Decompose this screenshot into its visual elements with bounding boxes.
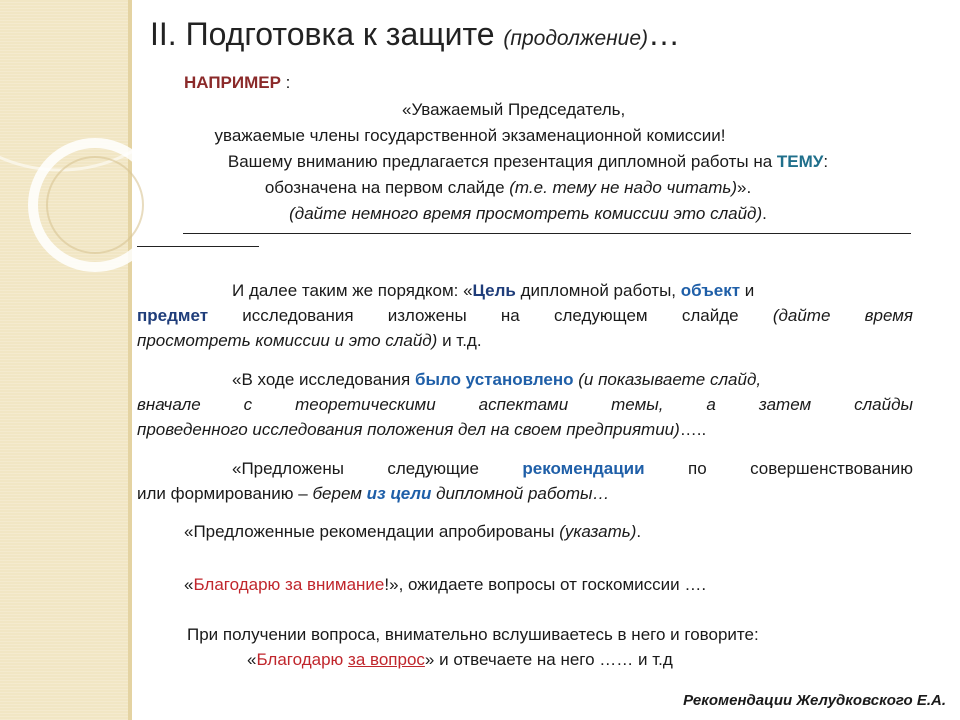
para2-line-2 xyxy=(137,394,913,416)
thanks-attention: Благодарю за внимание xyxy=(193,575,385,594)
greeting-line-4 xyxy=(140,177,876,199)
greeting-text-4: обозначена на первом слайде xyxy=(264,178,510,197)
divider-line xyxy=(183,233,911,234)
para1-text-2: исследования изложены на следующем слайде xyxy=(242,306,773,325)
object-keyword: объект xyxy=(680,281,741,300)
greeting-text-4-end: ». xyxy=(737,178,752,197)
para6-line-2 xyxy=(247,649,673,671)
greeting-text-2: уважаемые члены государственной экзаменационной комиссии! xyxy=(214,126,726,145)
para6-quote: « xyxy=(247,650,257,669)
goal-keyword: Цель xyxy=(472,281,516,300)
para3-line-2 xyxy=(137,483,610,505)
example-colon: : xyxy=(280,73,291,92)
greeting-line-2 xyxy=(140,125,800,147)
greeting-note-4: (т.е. тему не надо читать) xyxy=(509,178,737,197)
para5-line xyxy=(184,574,706,596)
footer-credit: Рекомендации Желудковского Е.А. xyxy=(683,692,946,709)
para3-text-1b: по совершенствованию xyxy=(688,459,913,478)
para2-note-1: (и показываете слайд, xyxy=(573,370,762,389)
para5-quote: « xyxy=(184,575,194,594)
thanks-question-underlined: за вопрос xyxy=(348,650,425,669)
para1-text-1b: дипломной работы, xyxy=(515,281,681,300)
greeting-note-5: (дайте немного время просмотреть комиссии это слайд) xyxy=(289,204,763,223)
para1-line-2 xyxy=(137,305,913,327)
divider-line-short xyxy=(137,246,259,247)
para2-note-3: проведенного исследования положения дел на своем предприятии) xyxy=(137,420,680,439)
para4-text-end: . xyxy=(636,522,642,541)
para3-note-2b: дипломной работы… xyxy=(431,484,610,503)
para6-text-2: » и отвечаете на него …… и т.д xyxy=(424,650,673,669)
para1-text-3: и т.д. xyxy=(437,331,482,350)
recommendations-keyword: рекомендации xyxy=(522,459,645,478)
para2-note-2: вначале с теоретическими аспектами темы, а затем слайды xyxy=(137,395,913,414)
greeting-line-1 xyxy=(402,99,625,121)
para6-line-1 xyxy=(187,624,759,646)
greeting-text-3-end: : xyxy=(823,152,829,171)
para4-note: (указать) xyxy=(559,522,637,541)
title-subtitle: (продолжение) xyxy=(503,27,649,50)
subject-keyword: предмет xyxy=(137,306,209,325)
para6-text-1: При получении вопроса, внимательно вслушиваетесь в него и говорите: xyxy=(187,625,759,644)
example-label: НАПРИМЕР xyxy=(184,73,281,92)
example-heading xyxy=(184,72,290,94)
para2-line-1 xyxy=(232,369,761,391)
greeting-line-3 xyxy=(140,151,916,173)
para1-line-1 xyxy=(232,280,754,302)
para3-note-2a: берем xyxy=(312,484,367,503)
para2-line-3 xyxy=(137,419,706,441)
para2-text-1: «В ходе исследования xyxy=(232,370,415,389)
para1-line-3 xyxy=(137,330,482,352)
para1-text-1a: И далее таким же порядком: « xyxy=(232,281,473,300)
para4-text: «Предложенные рекомендации апробированы xyxy=(184,522,560,541)
para5-text: !», ожидаете вопросы от госкомиссии …. xyxy=(384,575,707,594)
para1-note-3: просмотреть комиссии и это слайд) xyxy=(137,331,438,350)
para1-note-2: (дайте время xyxy=(772,306,913,325)
para3-line-1 xyxy=(232,458,913,480)
thanks-question: Благодарю xyxy=(256,650,349,669)
page-title xyxy=(150,14,680,59)
found-keyword: было установлено xyxy=(414,370,574,389)
title-ellipsis: … xyxy=(648,16,681,52)
greeting-text-3: Вашему вниманию предлагается презентация дипломной работы на xyxy=(227,152,777,171)
from-goal-keyword: из цели xyxy=(366,484,432,503)
greeting-text-1: «Уважаемый Председатель, xyxy=(402,100,626,119)
para2-text-3: ….. xyxy=(679,420,707,439)
title-main: II. Подготовка к защите xyxy=(150,16,504,52)
greeting-text-5-end: . xyxy=(762,204,767,223)
para4-line xyxy=(184,521,641,543)
para3-text-1a: «Предложены следующие xyxy=(232,459,523,478)
para3-text-2: или формированию – xyxy=(137,484,313,503)
greeting-topic-keyword: ТЕМУ xyxy=(776,152,824,171)
para1-text-1c: и xyxy=(740,281,755,300)
greeting-line-5 xyxy=(140,203,916,225)
